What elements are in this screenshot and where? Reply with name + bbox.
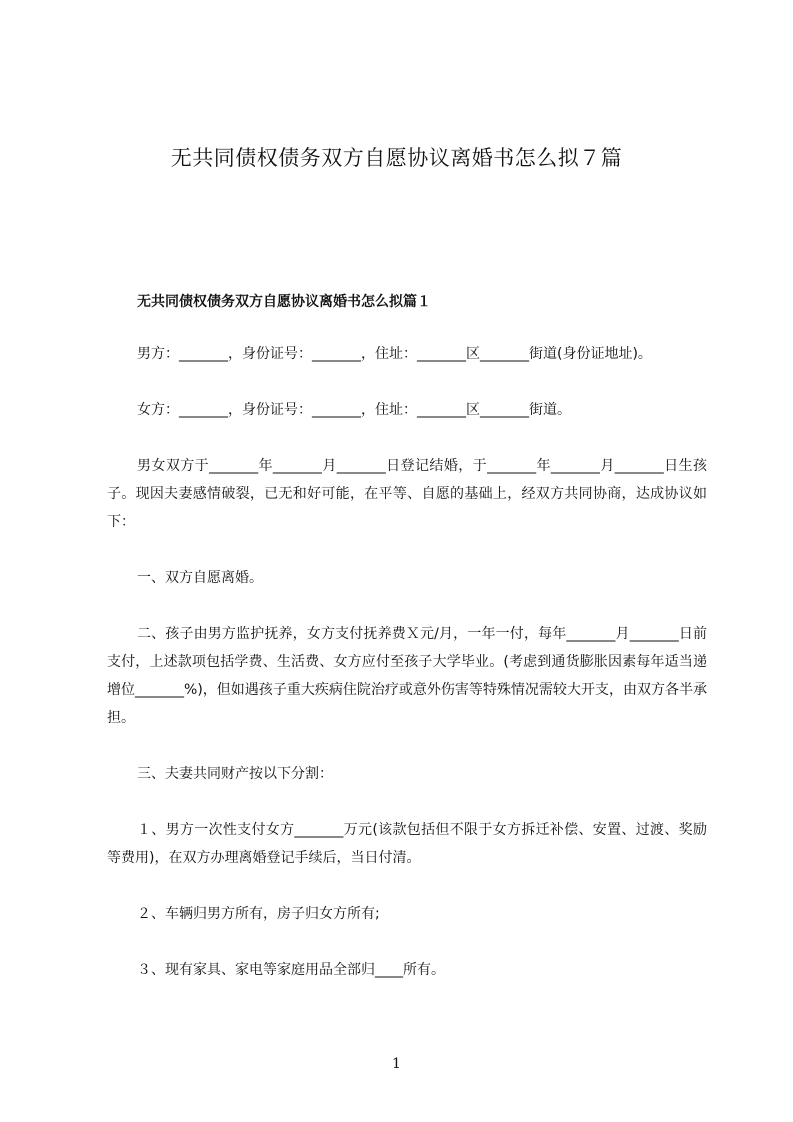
paragraph-wife-info: 女方：_______，身份证号：_______，住址：_______区_______街道。: [137, 402, 571, 418]
page-number: 1: [392, 1056, 401, 1072]
paragraph-clause-3: 三、夫妻共同财产按以下分割：: [137, 766, 333, 782]
paragraph-clause-2: 二、孩子由男方监护抚养，女方支付抚养费Ｘ元/月，一年一付，每年_______月_______日前支付，上述款项包括学费、生活费、女方应付至孩子大学毕业。(考虑到通货膨胀因素每年适当递增位_______%)，但如遇孩子重大疾病住院治疗或意外伤害等特殊情况需较大开支，由双方各半承担。: [107, 626, 707, 726]
section-heading: 无共同债权债务双方自愿协议离婚书怎么拟篇１: [137, 294, 431, 310]
paragraph-item-3: ３、现有家具、家电等家庭用品全部归____所有。: [137, 962, 445, 978]
paragraph-marriage-info: 男女双方于_______年_______月_______日登记结婚，于_______年_______月_______日生孩子。现因夫妻感情破裂，已无和好可能，在平等、自愿的基础上，经双方共同协商，达成协议如下：: [107, 458, 707, 530]
paragraph-husband-info: 男方：_______，身份证号：_______，住址：_______区_______街道(身份证地址)。: [137, 346, 652, 362]
paragraph-item-1: １、男方一次性支付女方_______万元(该款包括但不限于女方拆迁补偿、安置、过渡、奖励等费用)，在双方办理离婚登记手续后，当日付清。: [107, 822, 707, 866]
paragraph-clause-1: 一、双方自愿离婚。: [137, 570, 263, 586]
page-title: 无共同债权债务双方自愿协议离婚书怎么拟７篇: [170, 146, 623, 170]
document-body: [107, 288, 707, 984]
paragraph-item-2: ２、车辆归男方所有，房子归女方所有;: [137, 906, 380, 922]
